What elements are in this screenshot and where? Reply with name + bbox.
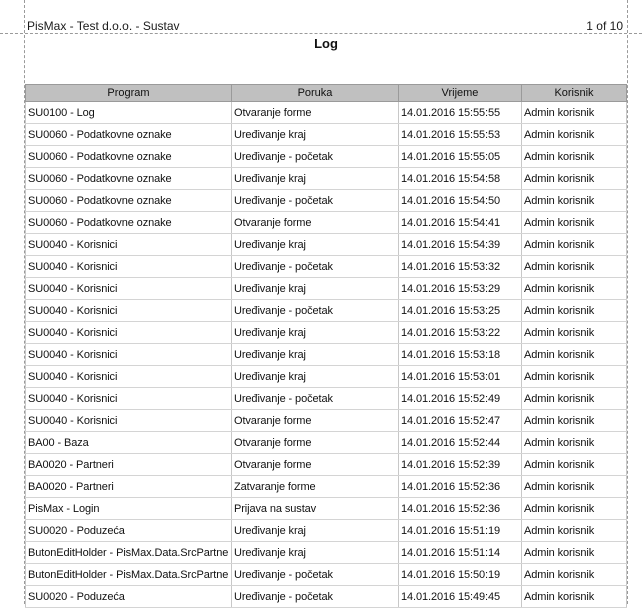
column-header-vrijeme: Vrijeme (399, 85, 522, 102)
cell-korisnik: Admin korisnik (522, 234, 627, 256)
table-row (26, 124, 627, 146)
cell-korisnik: Admin korisnik (522, 322, 627, 344)
cell-vrijeme: 14.01.2016 15:52:47 (399, 410, 522, 432)
cell-korisnik: Admin korisnik (522, 586, 627, 608)
table-row (26, 388, 627, 410)
table-row (26, 146, 627, 168)
table-row (26, 168, 627, 190)
table-row (26, 586, 627, 608)
cell-vrijeme: 14.01.2016 15:53:32 (399, 256, 522, 278)
cell-poruka: Uređivanje kraj (232, 520, 399, 542)
cell-vrijeme: 14.01.2016 15:54:50 (399, 190, 522, 212)
cell-korisnik: Admin korisnik (522, 542, 627, 564)
cell-program: SU0040 - Korisnici (26, 256, 232, 278)
cell-program: PisMax - Login (26, 498, 232, 520)
cell-poruka: Uređivanje - početak (232, 388, 399, 410)
cell-program: SU0060 - Podatkovne oznake (26, 146, 232, 168)
table-row (26, 410, 627, 432)
cell-vrijeme: 14.01.2016 15:52:36 (399, 476, 522, 498)
cell-program: SU0040 - Korisnici (26, 300, 232, 322)
cell-korisnik: Admin korisnik (522, 190, 627, 212)
column-header-korisnik: Korisnik (522, 85, 627, 102)
cell-korisnik: Admin korisnik (522, 388, 627, 410)
cell-vrijeme: 14.01.2016 15:53:01 (399, 366, 522, 388)
cell-poruka: Uređivanje - početak (232, 564, 399, 586)
cell-poruka: Uređivanje - početak (232, 586, 399, 608)
log-table (25, 84, 627, 608)
cell-vrijeme: 14.01.2016 15:49:45 (399, 586, 522, 608)
table-row (26, 520, 627, 542)
cell-program: SU0040 - Korisnici (26, 366, 232, 388)
table-row (26, 212, 627, 234)
cell-poruka: Otvaranje forme (232, 102, 399, 124)
cell-poruka: Uređivanje kraj (232, 124, 399, 146)
cell-poruka: Uređivanje - početak (232, 256, 399, 278)
cell-vrijeme: 14.01.2016 15:55:55 (399, 102, 522, 124)
cell-program: SU0060 - Podatkovne oznake (26, 190, 232, 212)
cell-vrijeme: 14.01.2016 15:51:14 (399, 542, 522, 564)
cell-korisnik: Admin korisnik (522, 564, 627, 586)
table-row (26, 476, 627, 498)
cell-program: SU0040 - Korisnici (26, 234, 232, 256)
table-row (26, 366, 627, 388)
cell-poruka: Prijava na sustav (232, 498, 399, 520)
cell-poruka: Otvaranje forme (232, 212, 399, 234)
cell-korisnik: Admin korisnik (522, 432, 627, 454)
cell-poruka: Otvaranje forme (232, 454, 399, 476)
log-table-body (26, 102, 627, 608)
cell-poruka: Zatvaranje forme (232, 476, 399, 498)
cell-program: SU0100 - Log (26, 102, 232, 124)
cell-korisnik: Admin korisnik (522, 476, 627, 498)
cell-program: SU0040 - Korisnici (26, 344, 232, 366)
cell-korisnik: Admin korisnik (522, 410, 627, 432)
cell-program: ButonEditHolder - PisMax.Data.SrcPartne (26, 542, 232, 564)
cell-program: BA0020 - Partneri (26, 476, 232, 498)
cell-korisnik: Admin korisnik (522, 300, 627, 322)
cell-poruka: Uređivanje - početak (232, 300, 399, 322)
cell-poruka: Uređivanje kraj (232, 168, 399, 190)
table-row (26, 102, 627, 124)
cell-korisnik: Admin korisnik (522, 256, 627, 278)
cell-vrijeme: 14.01.2016 15:52:39 (399, 454, 522, 476)
table-row (26, 190, 627, 212)
page-header-guide (0, 33, 642, 34)
report-page-indicator: 1 of 10 (586, 19, 623, 33)
cell-korisnik: Admin korisnik (522, 278, 627, 300)
page-margin-guide-right (627, 0, 628, 604)
cell-program: SU0040 - Korisnici (26, 410, 232, 432)
cell-vrijeme: 14.01.2016 15:54:58 (399, 168, 522, 190)
table-row (26, 256, 627, 278)
cell-poruka: Uređivanje kraj (232, 322, 399, 344)
table-row (26, 278, 627, 300)
table-row (26, 344, 627, 366)
cell-poruka: Uređivanje kraj (232, 542, 399, 564)
cell-poruka: Otvaranje forme (232, 432, 399, 454)
cell-vrijeme: 14.01.2016 15:53:18 (399, 344, 522, 366)
cell-korisnik: Admin korisnik (522, 366, 627, 388)
table-row (26, 322, 627, 344)
cell-poruka: Uređivanje kraj (232, 234, 399, 256)
report-header-company: PisMax - Test d.o.o. - Sustav (27, 19, 180, 33)
cell-vrijeme: 14.01.2016 15:54:39 (399, 234, 522, 256)
table-row (26, 432, 627, 454)
report-title: Log (314, 36, 338, 51)
cell-poruka: Uređivanje - početak (232, 190, 399, 212)
cell-program: SU0020 - Poduzeća (26, 520, 232, 542)
cell-program: BA0020 - Partneri (26, 454, 232, 476)
cell-vrijeme: 14.01.2016 15:52:49 (399, 388, 522, 410)
cell-vrijeme: 14.01.2016 15:53:29 (399, 278, 522, 300)
cell-program: SU0060 - Podatkovne oznake (26, 212, 232, 234)
cell-vrijeme: 14.01.2016 15:52:36 (399, 498, 522, 520)
cell-vrijeme: 14.01.2016 15:50:19 (399, 564, 522, 586)
table-row (26, 498, 627, 520)
cell-vrijeme: 14.01.2016 15:53:25 (399, 300, 522, 322)
cell-poruka: Uređivanje kraj (232, 278, 399, 300)
column-header-program: Program (26, 85, 232, 102)
cell-program: SU0040 - Korisnici (26, 388, 232, 410)
cell-poruka: Otvaranje forme (232, 410, 399, 432)
cell-vrijeme: 14.01.2016 15:54:41 (399, 212, 522, 234)
table-row (26, 564, 627, 586)
cell-poruka: Uređivanje kraj (232, 344, 399, 366)
cell-vrijeme: 14.01.2016 15:51:19 (399, 520, 522, 542)
cell-vrijeme: 14.01.2016 15:55:05 (399, 146, 522, 168)
cell-program: SU0060 - Podatkovne oznake (26, 124, 232, 146)
cell-program: SU0020 - Poduzeća (26, 586, 232, 608)
cell-korisnik: Admin korisnik (522, 454, 627, 476)
cell-program: SU0040 - Korisnici (26, 278, 232, 300)
cell-korisnik: Admin korisnik (522, 212, 627, 234)
cell-program: ButonEditHolder - PisMax.Data.SrcPartne (26, 564, 232, 586)
table-row (26, 300, 627, 322)
cell-korisnik: Admin korisnik (522, 102, 627, 124)
cell-korisnik: Admin korisnik (522, 146, 627, 168)
cell-poruka: Uređivanje - početak (232, 146, 399, 168)
cell-korisnik: Admin korisnik (522, 124, 627, 146)
cell-program: BA00 - Baza (26, 432, 232, 454)
cell-korisnik: Admin korisnik (522, 498, 627, 520)
cell-poruka: Uređivanje kraj (232, 366, 399, 388)
table-row (26, 234, 627, 256)
cell-korisnik: Admin korisnik (522, 520, 627, 542)
table-row (26, 542, 627, 564)
cell-vrijeme: 14.01.2016 15:55:53 (399, 124, 522, 146)
cell-vrijeme: 14.01.2016 15:53:22 (399, 322, 522, 344)
cell-korisnik: Admin korisnik (522, 344, 627, 366)
table-row (26, 454, 627, 476)
column-header-poruka: Poruka (232, 85, 399, 102)
cell-korisnik: Admin korisnik (522, 168, 627, 190)
table-header-row (26, 85, 627, 102)
cell-program: SU0060 - Podatkovne oznake (26, 168, 232, 190)
cell-program: SU0040 - Korisnici (26, 322, 232, 344)
cell-vrijeme: 14.01.2016 15:52:44 (399, 432, 522, 454)
